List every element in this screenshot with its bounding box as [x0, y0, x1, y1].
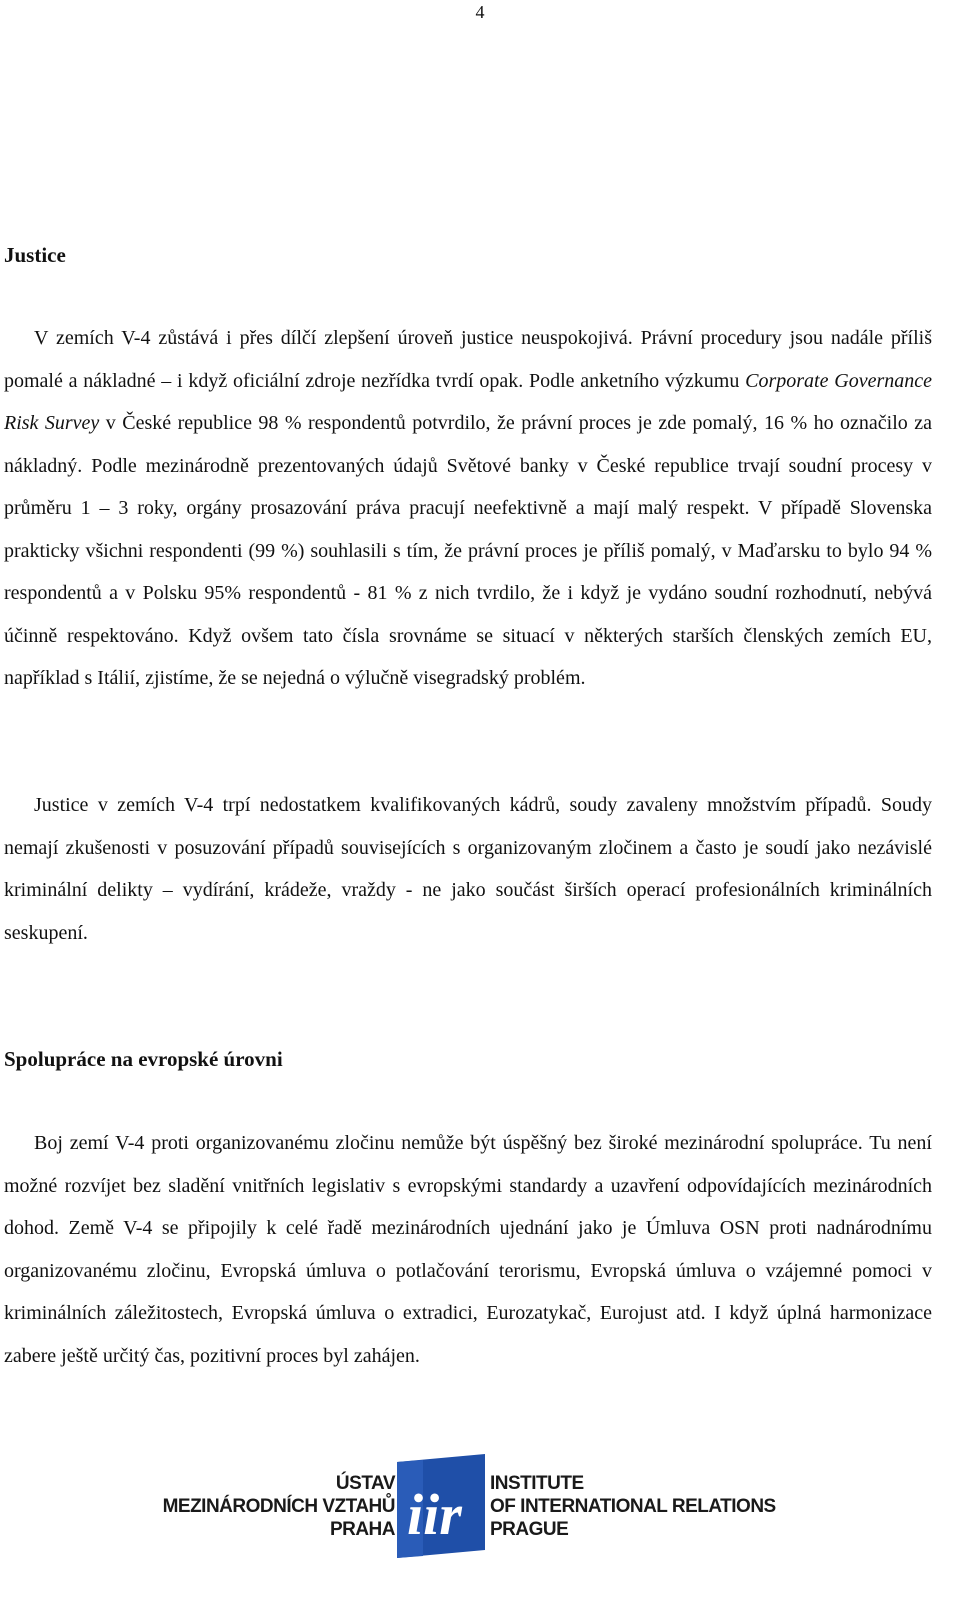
logo-line: OF INTERNATIONAL RELATIONS: [490, 1496, 776, 1517]
svg-text:iir: iir: [407, 1482, 462, 1547]
paragraph-text: v České republice 98 % respondentů potvrdilo, že právní proces je zde pomalý, 16 % ho označilo za nákladný. Podle mezinárodně prezentovaných údajů Světové banky v České republice trvají soudní procesy v průměru 1 – 3 roky, orgány prosazování práva pracují neefektivně a mají malý respekt. V případě Slovenska prakticky všichni respondenti (99 %) souhlasili s tím, že právní proces je příliš pomalý, v Maďarsku to bylo 94 % respondentů a v Polsku 95% respondentů - 81 % z nich tvrdilo, že i když je vydáno soudní rozhodnutí, nebývá účinně respektováno. Když ovšem tato čísla srovnáme se situací v některých starších členských zemích EU, například s Itálií, zjistíme, že se nejedná o výlučně visegradský problém.: [4, 412, 932, 689]
logo-line: PRAHA: [329, 1519, 395, 1540]
section-heading-justice: Justice: [4, 243, 66, 267]
page-number: 4: [475, 2, 485, 22]
survey-name-italic: Corporate Governance Risk Survey: [4, 369, 932, 434]
logo-line: ÚSTAV: [335, 1473, 395, 1494]
logo-text-english: [490, 1472, 776, 1541]
institute-logo: [155, 1452, 795, 1564]
logo-line: INSTITUTE: [490, 1473, 584, 1494]
logo-line: PRAGUE: [490, 1519, 569, 1540]
section-heading-cooperation: Spolupráce na evropské úrovni: [4, 1047, 283, 1071]
paragraph-cooperation-1: Boj zemí V-4 proti organizovanému zločinu nemůže být úspěšný bez široké mezinárodní spolupráce. Tu není možné rozvíjet bez sladění vnitřních legislativ s evropskými standardy a uzavření odpovídajících mezinárodních dohod. Země V-4 se připojily k celé řadě mezinárodních ujednání jako je Úmluva OSN proti nadnárodnímu organizovanému zločinu, Evropská úmluva o potlačování terorismu, Evropská úmluva o vzájemné pomoci v kriminálních záležitostech, Evropská úmluva o extradici, Eurozatykač, Eurojust atd. I když úplná harmonizace zabere ještě určitý čas, pozitivní proces byl zahájen.: [4, 1132, 932, 1367]
paragraph-justice-2: Justice v zemích V-4 trpí nedostatkem kvalifikovaných kádrů, soudy zavaleny množstvím případů. Soudy nemají zkušenosti v posuzování případů souvisejících s organizovaným zločinem a často je soudí jako nezávislé kriminální delikty – vydírání, krádeže, vraždy - ne jako součást širších operací profesionálních kriminálních seskupení.: [4, 794, 932, 944]
iir-logo-mark-icon: [393, 1452, 489, 1560]
logo-text-czech: [163, 1472, 395, 1541]
paragraph-text: V zemích V-4 zůstává i přes dílčí zlepšení úroveň justice neuspokojivá. Právní procedury jsou nadále příliš pomalé a nákladné – i když oficiální zdroje nezřídka tvrdí opak. Podle anketního výzkumu: [4, 327, 932, 392]
paragraph-justice-1: [4, 317, 932, 700]
logo-line: MEZINÁRODNÍCH VZTAHŮ: [162, 1496, 395, 1517]
